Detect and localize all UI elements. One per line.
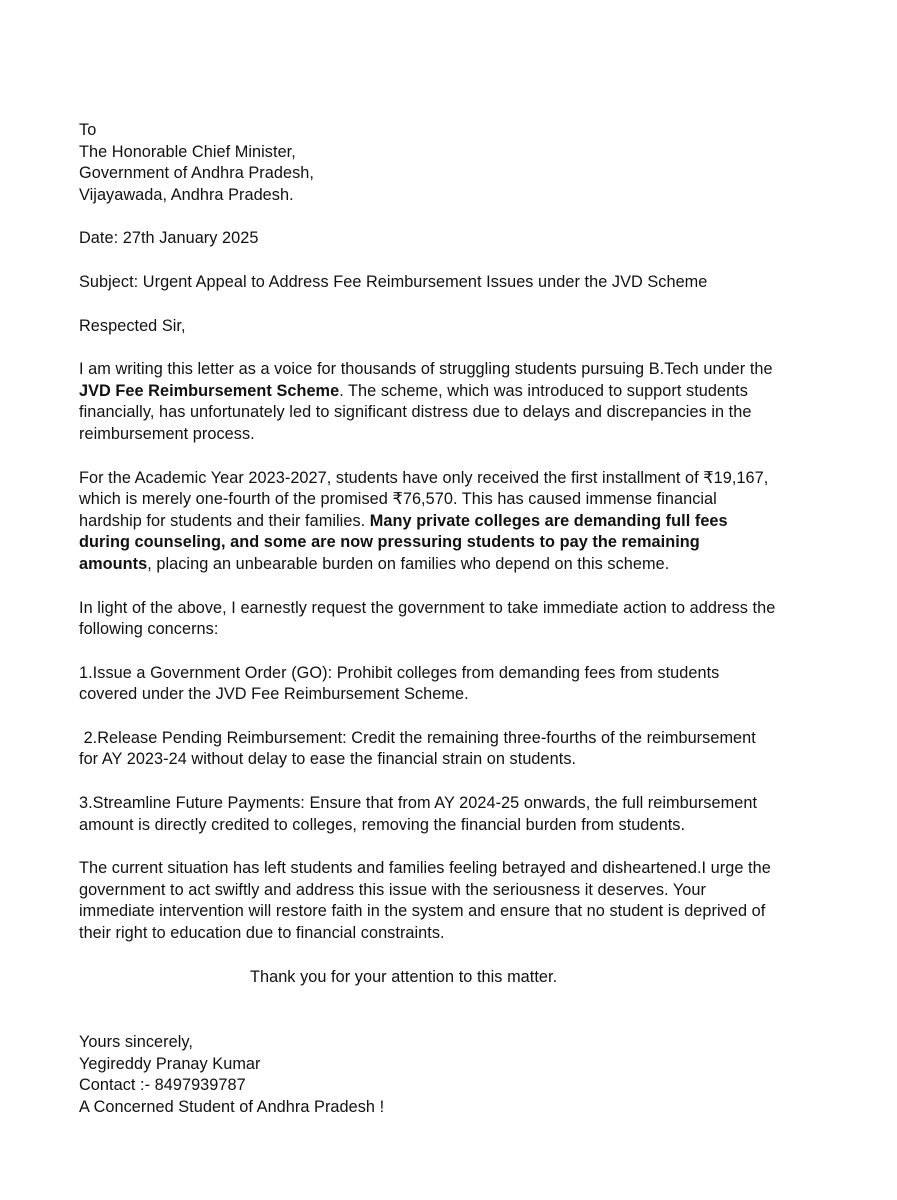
closing-block [79,1032,839,1118]
concern-item-2-line-2: for AY 2023-24 without delay to ease the financial strain on students. [79,750,577,769]
paragraph-1-line-2 [79,381,839,403]
scheme-name-bold: JVD Fee Reimbursement Scheme [79,381,340,400]
paragraph-3 [79,598,839,641]
concern-item-1-line-2: covered under the JVD Fee Reimbursement Scheme. [79,685,469,704]
paragraph-1-line-1: I am writing this letter as a voice for thousands of struggling students pursuing B.Tech under the [79,360,773,379]
paragraph-4-line-1: The current situation has left students and families feeling betrayed and disheartened.I urge the [79,859,771,878]
concern-item-1-line-1: 1.Issue a Government Order (GO): Prohibit colleges from demanding fees from students [79,663,720,682]
paragraph-2-line-1: For the Academic Year 2023-2027, students have only received the first installment of ₹19,167, [79,468,769,487]
sender-description: A Concerned Student of Andhra Pradesh ! [79,1098,385,1116]
addressee-block [79,120,839,206]
paragraph-4 [79,858,839,944]
paragraph-1-line-3: financially, has unfortunately led to significant distress due to delays and discrepancies in the [79,403,752,422]
sender-name: Yegireddy Pranay Kumar [79,1054,261,1073]
paragraph-2-line-5 [79,554,839,576]
concern-item-2 [79,728,839,771]
paragraph-4-line-4: their right to education due to financial constraints. [79,924,445,943]
addressee-line-1: The Honorable Chief Minister, [79,142,296,161]
paragraph-2-line-4-bold: during counseling, and some are now pressuring students to pay the remaining [79,533,700,552]
paragraph-3-line-1: In light of the above, I earnestly request the government to take immediate action to address the [79,598,776,617]
letter-body [79,120,839,1119]
paragraph-2-line-3-plain: hardship for students and their families. [79,511,370,530]
paragraph-1-line-2-rest: . The scheme, which was introduced to support students [339,381,748,400]
letter-date: Date: 27th January 2025 [79,229,259,248]
addressee-to: To [79,121,97,139]
paragraph-2-line-4 [79,532,839,554]
paragraph-2-line-2: which is merely one-fourth of the promised ₹76,570. This has caused immense financial [79,490,717,509]
paragraph-2-line-3-bold: Many private colleges are demanding full fees [369,511,728,530]
thank-you-line: Thank you for your attention to this matter. [250,967,558,986]
paragraph-3-line-2: following concerns: [79,620,219,639]
concern-item-3-line-1: 3.Streamline Future Payments: Ensure that from AY 2024-25 onwards, the full reimbursement [79,794,758,813]
closing-valediction: Yours sincerely, [79,1033,193,1052]
letter-subject: Subject: Urgent Appeal to Address Fee Reimbursement Issues under the JVD Scheme [79,272,708,291]
paragraph-2-line-5-rest: , placing an unbearable burden on families who depend on this scheme. [147,554,670,573]
concern-item-2-line-1: 2.Release Pending Reimbursement: Credit the remaining three-fourths of the reimbursement [79,728,756,747]
concern-item-3 [79,793,839,836]
concern-item-3-line-2: amount is directly credited to colleges, removing the financial burden from students. [79,815,686,834]
addressee-line-3: Vijayawada, Andhra Pradesh. [79,185,294,204]
salutation: Respected Sir, [79,316,186,335]
sender-contact: Contact :- 8497939787 [79,1076,246,1095]
addressee-line-2: Government of Andhra Pradesh, [79,164,314,183]
paragraph-1 [79,359,839,445]
paragraph-4-line-3: immediate intervention will restore faith in the system and ensure that no student is deprived of [79,902,766,921]
paragraph-2 [79,468,839,576]
paragraph-1-line-4: reimbursement process. [79,424,255,443]
concern-item-1 [79,663,839,706]
paragraph-4-line-2: government to act swiftly and address this issue with the seriousness it deserves. Your [79,880,706,899]
paragraph-2-line-5-bold: amounts [79,554,148,573]
paragraph-2-line-3 [79,511,839,533]
